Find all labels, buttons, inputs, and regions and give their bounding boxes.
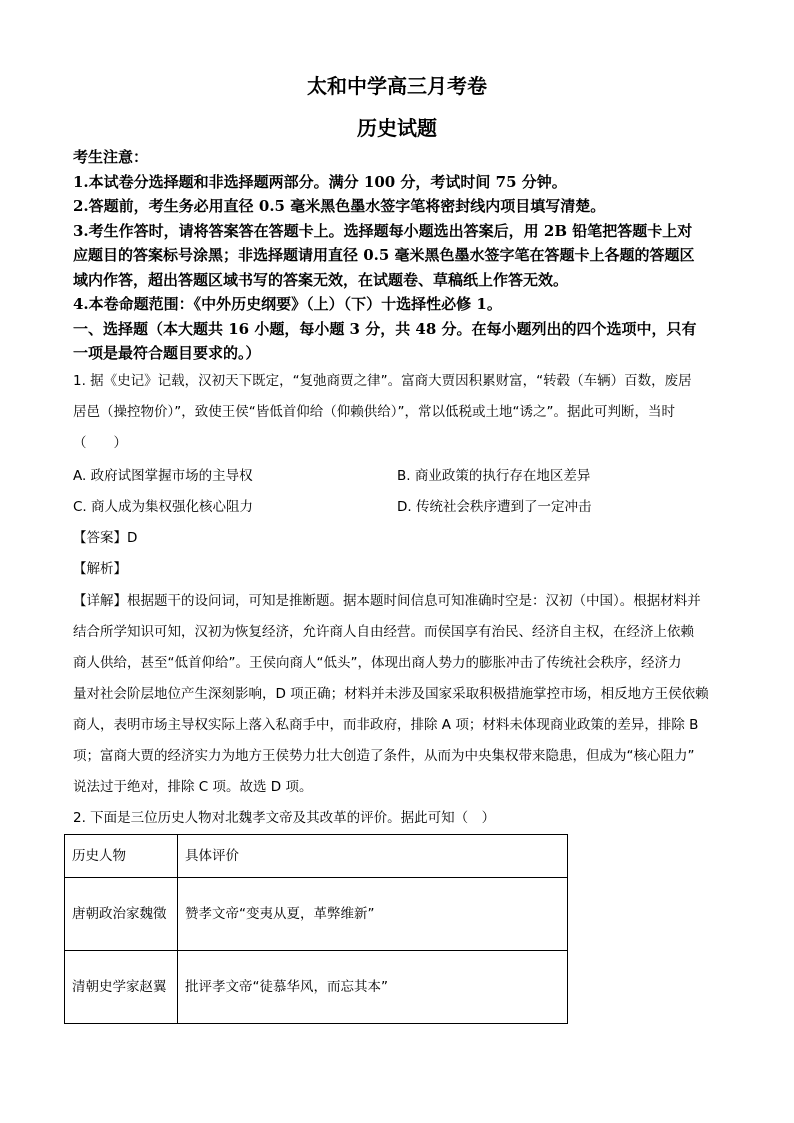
- q1-detail-line: 说法过于绝对，排除 C 项。故选 D 项。: [73, 779, 313, 795]
- table-cell-comment: 赞孝文帝“变夷从夏，革弊维新”: [178, 878, 568, 951]
- q1-answer-bracket: （ ）: [73, 435, 127, 451]
- notice-line: 2.答题前，考生务必用直径 0.5 毫米黑色墨水签字笔将密封线内项目填写清楚。: [73, 197, 606, 215]
- q1-stem-line: 居邑（操控物价）”，致使王侯“皆低首仰给（仰赖供给）”，常以低税或土地“诱之”。据此可判断，当时: [73, 404, 675, 420]
- answer-label: 【答案】: [73, 530, 127, 546]
- table-row: [65, 951, 568, 1024]
- notice-line: 应题目的答案标号涂黑；非选择题请用直径 0.5 毫米黑色墨水签字笔在答题卡上各题的答题区: [73, 246, 695, 264]
- q2-evaluation-table: [64, 834, 568, 1024]
- notice-heading: 考生注意：: [73, 148, 149, 166]
- table-header-row: [65, 835, 568, 878]
- q1-stem-line: 1. 据《史记》记载，汉初天下既定，“复弛商贾之律”。富商大贾因积累财富，“转毂（车辆）百数，废居: [73, 373, 692, 389]
- school-title: 太和中学高三月考卷: [307, 74, 487, 98]
- q1-detail-line: 商人供给，甚至“低首仰给”。王侯向商人“低头”，体现出商人势力的膨胀冲击了传统社会秩序，经济力: [73, 655, 682, 671]
- notice-line: 3.考生作答时，请将答案答在答题卡上。选择题每小题选出答案后，用 2B 铅笔把答题卡上对: [73, 222, 693, 240]
- q1-detail-line: 【详解】根据题干的设问词，可知是推断题。据本题时间信息可知准确时空是：汉初（中国）。根据材料并: [73, 593, 701, 609]
- q1-detail-line: 商人，表明市场主导权实际上落入私商手中，而非政府，排除 A 项；材料未体现商业政策的差异，排除 B: [73, 717, 699, 733]
- q1-answer: [73, 527, 733, 549]
- table-cell-person: 唐朝政治家魏徵: [65, 878, 178, 951]
- q1-option-c: C. 商人成为集权强化核心阻力: [73, 499, 254, 515]
- section-heading-cont: 一项是最符合题目要求的。）: [73, 344, 261, 362]
- table-cell-comment: 批评孝文帝“徒慕华风，而忘其本”: [178, 951, 568, 1024]
- table-cell-person: 清朝史学家赵翼: [65, 951, 178, 1024]
- q1-option-b: B. 商业政策的执行存在地区差异: [397, 468, 591, 484]
- q1-option-a: A. 政府试图掌握市场的主导权: [73, 468, 253, 484]
- subject-title: 历史试题: [357, 116, 437, 140]
- q2-stem: 2. 下面是三位历史人物对北魏孝文帝及其改革的评价。据此可知（ ）: [73, 810, 496, 826]
- table-header-cell: 历史人物: [65, 835, 178, 878]
- q1-option-d: D. 传统社会秩序遭到了一定冲击: [397, 499, 592, 515]
- q1-detail-line: 结合所学知识可知，汉初为恢复经济，允许商人自由经营。而侯国享有治民、经济自主权，在经济上依赖: [73, 624, 694, 640]
- table-header-cell: 具体评价: [178, 835, 568, 878]
- table-row: [65, 878, 568, 951]
- q1-detail-line: 量对社会阶层地位产生深刻影响，D 项正确；材料并未涉及国家采取积极措施掌控市场，相反地方王侯依赖: [73, 686, 709, 702]
- notice-line: 域内作答，超出答题区域书写的答案无效，在试题卷、草稿纸上作答无效。: [73, 271, 569, 289]
- answer-value: D: [127, 530, 138, 546]
- notice-line: 1.本试卷分选择题和非选择题两部分。满分 100 分，考试时间 75 分钟。: [73, 173, 567, 191]
- section-heading: 一、选择题（本大题共 16 小题，每小题 3 分，共 48 分。在每小题列出的四个选项中，只有: [73, 320, 697, 338]
- notice-line: 4.本卷命题范围：《中外历史纲要》（上）（下）十选择性必修 1。: [73, 295, 502, 313]
- q1-analysis-label: 【解析】: [73, 561, 127, 577]
- q1-detail-line: 项；富商大贾的经济实力为地方王侯势力壮大创造了条件，从而为中央集权带来隐患，但成为“核心阻力”: [73, 748, 695, 764]
